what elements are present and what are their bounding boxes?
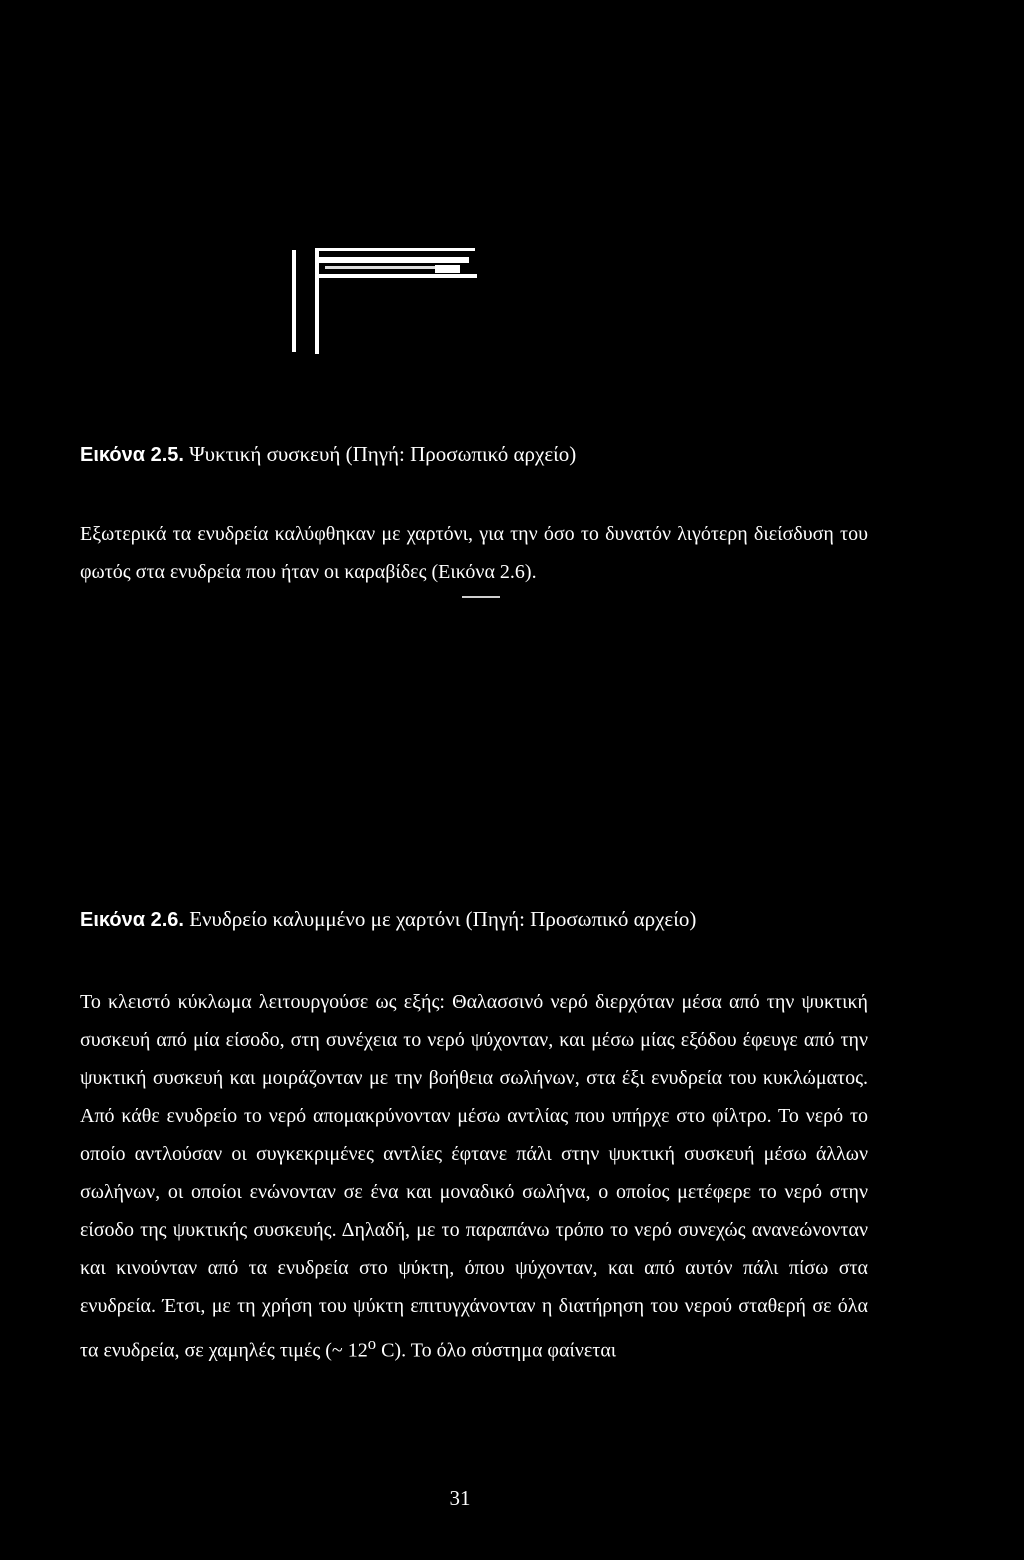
cooling-device-photo [285,238,485,363]
underline-mark [462,596,500,598]
figure-cooling-device-image [285,238,485,363]
paragraph-text: Το κλειστό κύκλωμα λειτουργούσε ως εξής: Θαλασσινό νερό διερχόταν μέσα από την ψυκτική συσκευή από μία είσοδο, στη συνέχεια το νερό ψύχονταν, και μέσω μίας εξόδου έφευγε από την ψυκτική συσκευή και μοιράζονταν με την βοήθεια σωλήνων, στα έξι ενυδρεία του κυκλώματος. Από κάθε ενυδρείο το νερό απομακρύνονταν μέσω αντλίας που υπήρχε στο φίλτρο. Το νερό το οποίο αντλούσαν οι συγκεκριμένες αντλίες έφτανε πάλι στην ψυκτική συσκευή μέσω άλλων σωλήνων, οι οποίοι ενώνονταν σε ένα και μοναδικό σωλήνα, ο οποίος μετέφερε το νερό στην είσοδο της ψυκτικής συσκευής. Δηλαδή, με το παραπάνω τρόπο το νερό συνεχώς ανανεώνονταν και κινούνταν από τα ενυδρεία στο ψύκτη, όπου ψύχονταν, και από αυτόν πάλι πίσω στα ενυδρεία. Έτσι, με τη χρήση του ψύκτη επιτυγχάνονταν η διατήρηση του νερού σταθερή σε όλα τα ενυδρεία, σε χαμηλές τιμές (~ 12 [80,991,868,1362]
figure-caption-2-5 [80,440,576,469]
caption-text: Ψυκτική συσκευή (Πηγή: Προσωπικό αρχείο) [183,442,577,466]
paragraph-text-end: C). Το όλο σύστημα φαίνεται [376,1339,617,1362]
paragraph-paper-cover: Εξωτερικά τα ενυδρεία καλύφθηκαν με χαρτόνι, για την όσο το δυνατόν λιγότερη διείσδυση του φωτός στα ενυδρεία που ήταν οι καραβίδες (Εικόνα 2.6). [80,523,868,583]
caption-text: Ενυδρείο καλυμμένο με χαρτόνι (Πηγή: Προσωπικό αρχείο) [183,907,697,931]
figure-caption-2-6 [80,905,696,934]
page-number: 31 [449,1486,471,1510]
caption-label: Εικόνα 2.6. [80,909,184,931]
paragraph-closed-circuit [80,983,868,1370]
caption-label: Εικόνα 2.5. [80,444,184,466]
degree-superscript: o [367,1334,377,1353]
